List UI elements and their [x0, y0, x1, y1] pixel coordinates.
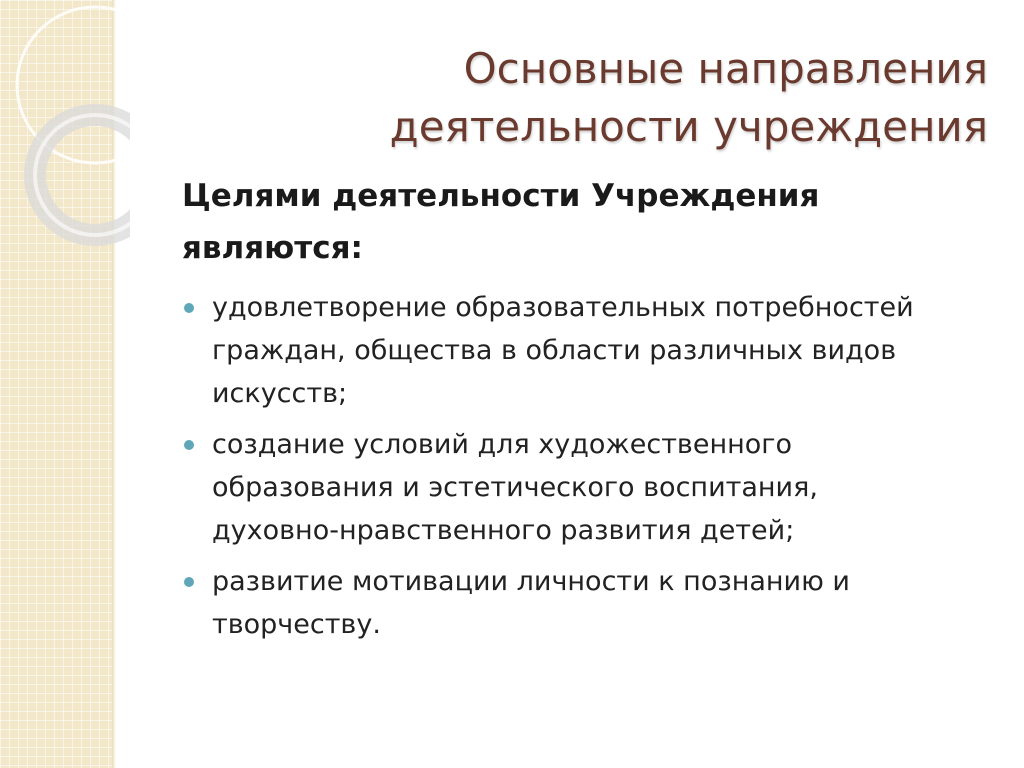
- bullet-dot-icon: [184, 303, 194, 313]
- slide-title: [288, 40, 988, 156]
- list-item: [182, 423, 982, 552]
- intro-line-1: Целями деятельности Учреждения: [182, 178, 820, 214]
- goals-list: [182, 286, 982, 646]
- list-item-line: развитие мотивации личности к познанию и: [212, 566, 850, 597]
- slide-body: [182, 170, 982, 654]
- list-item-line: создание условий для художественного: [212, 429, 792, 460]
- bullet-dot-icon: [184, 577, 194, 587]
- list-item-line: искусств;: [212, 378, 348, 409]
- list-item: [182, 560, 982, 646]
- title-line-1: Основные направления: [463, 44, 988, 93]
- bullet-dot-icon: [184, 440, 194, 450]
- decorative-rings-icon: [0, 0, 130, 260]
- intro-line-2: являются:: [182, 230, 363, 266]
- list-item-line: духовно-нравственного развития детей;: [212, 515, 795, 546]
- title-line-2: деятельности учреждения: [389, 102, 988, 151]
- intro-heading: [182, 170, 982, 274]
- list-item: [182, 286, 982, 415]
- list-item-line: граждан, общества в области различных видов: [212, 335, 897, 366]
- list-item-line: творчеству.: [212, 609, 381, 640]
- list-item-line: образования и эстетического воспитания,: [212, 472, 818, 503]
- list-item-line: удовлетворение образовательных потребностей: [212, 292, 914, 323]
